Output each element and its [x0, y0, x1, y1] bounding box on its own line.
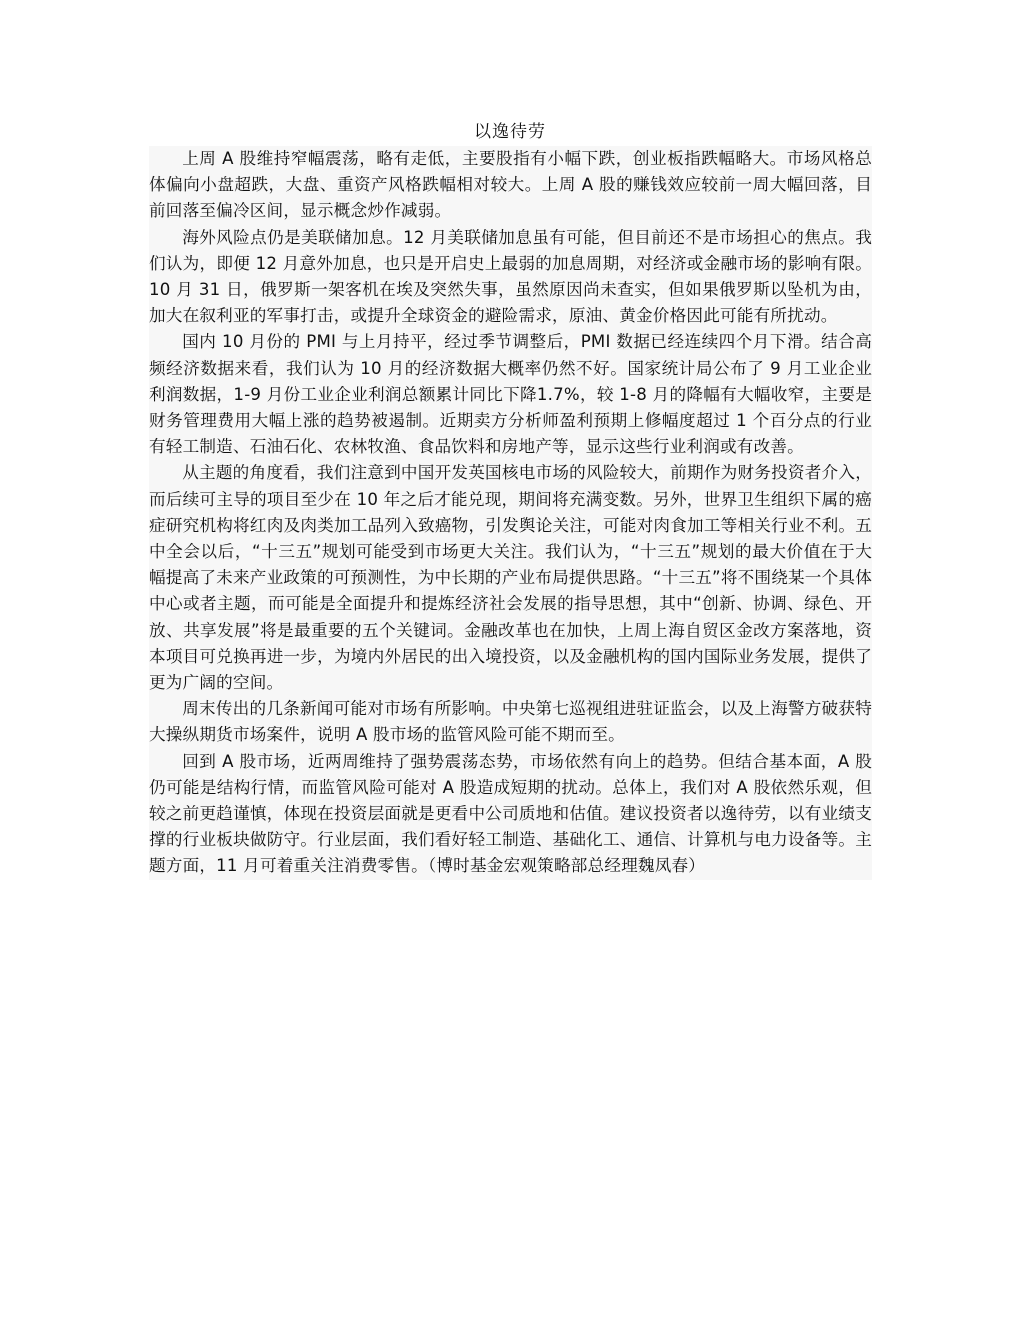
- paragraph-5: 周末传出的几条新闻可能对市场有所影响。中央第七巡视组进驻证监会，以及上海警方破获特大操纵期货市场案件，说明 A 股市场的监管风险可能不期而至。: [149, 699, 872, 745]
- paragraph-2: 海外风险点仍是美联储加息。12 月美联储加息虽有可能，但目前还不是市场担心的焦点。我们认为，即便 12 月意外加息，也只是开启史上最弱的加息周期，对经济或金融市场的影响有限。10 月 31 日，俄罗斯一架客机在埃及突然失事，虽然原因尚未查实，但如果俄罗斯以坠机为由，加大在叙利亚的军事打击，或提升全球资金的避险需求，原油、黄金价格因此可能有所扰动。: [149, 227, 872, 326]
- document-body: [149, 146, 872, 880]
- document-title: 以逸待劳: [474, 122, 546, 142]
- paragraph-6: 回到 A 股市场，近两周维持了强势震荡态势，市场依然有向上的趋势。但结合基本面，A 股仍可能是结构行情，而监管风险可能对 A 股造成短期的扰动。总体上，我们对 A 股依然乐观，但较之前更趋谨慎，体现在投资层面就是更看中公司质地和估值。建议投资者以逸待劳，以有业绩支撑的行业板块做防守。行业层面，我们看好轻工制造、基础化工、通信、计算机与电力设备等。主题方面，11 月可着重关注消费零售。（博时基金宏观策略部总经理魏凤春）: [149, 751, 872, 876]
- paragraph-1: 上周 A 股维持窄幅震荡，略有走低，主要股指有小幅下跌，创业板指跌幅略大。市场风格总体偏向小盘超跌，大盘、重资产风格跌幅相对较大。上周 A 股的赚钱效应较前一周大幅回落，目前回落至偏冷区间，显示概念炒作减弱。: [149, 149, 872, 221]
- paragraph-3: 国内 10 月份的 PMI 与上月持平，经过季节调整后，PMI 数据已经连续四个月下滑。结合高频经济数据来看，我们认为 10 月的经济数据大概率仍然不好。国家统计局公布了 9 月工业企业利润数据，1-9 月份工业企业利润总额累计同比下降1.7%，较 1-8 月的降幅有大幅收窄，主要是财务管理费用大幅上涨的趋势被遏制。近期卖方分析师盈利预期上修幅度超过 1 个百分点的行业有轻工制造、石油石化、农林牧渔、食品饮料和房地产等，显示这些行业利润或有改善。: [149, 332, 872, 457]
- paragraph-4: 从主题的角度看，我们注意到中国开发英国核电市场的风险较大，前期作为财务投资者介入，而后续可主导的项目至少在 10 年之后才能兑现，期间将充满变数。另外，世界卫生组织下属的癌症研究机构将红肉及肉类加工品列入致癌物，引发舆论关注，可能对肉食加工等相关行业不利。五中全会以后，“十三五”规划可能受到市场更大关注。我们认为，“十三五”规划的最大价值在于大幅提高了未来产业政策的可预测性，为中长期的产业布局提供思路。“十三五”将不围绕某一个具体中心或者主题，而可能是全面提升和提炼经济社会发展的指导思想，其中“创新、协调、绿色、开放、共享发展”将是最重要的五个关键词。金融改革也在加快，上周上海自贸区金改方案落地，资本项目可兑换再进一步，为境内外居民的出入境投资，以及金融机构的国内国际业务发展，提供了更为广阔的空间。: [149, 463, 872, 693]
